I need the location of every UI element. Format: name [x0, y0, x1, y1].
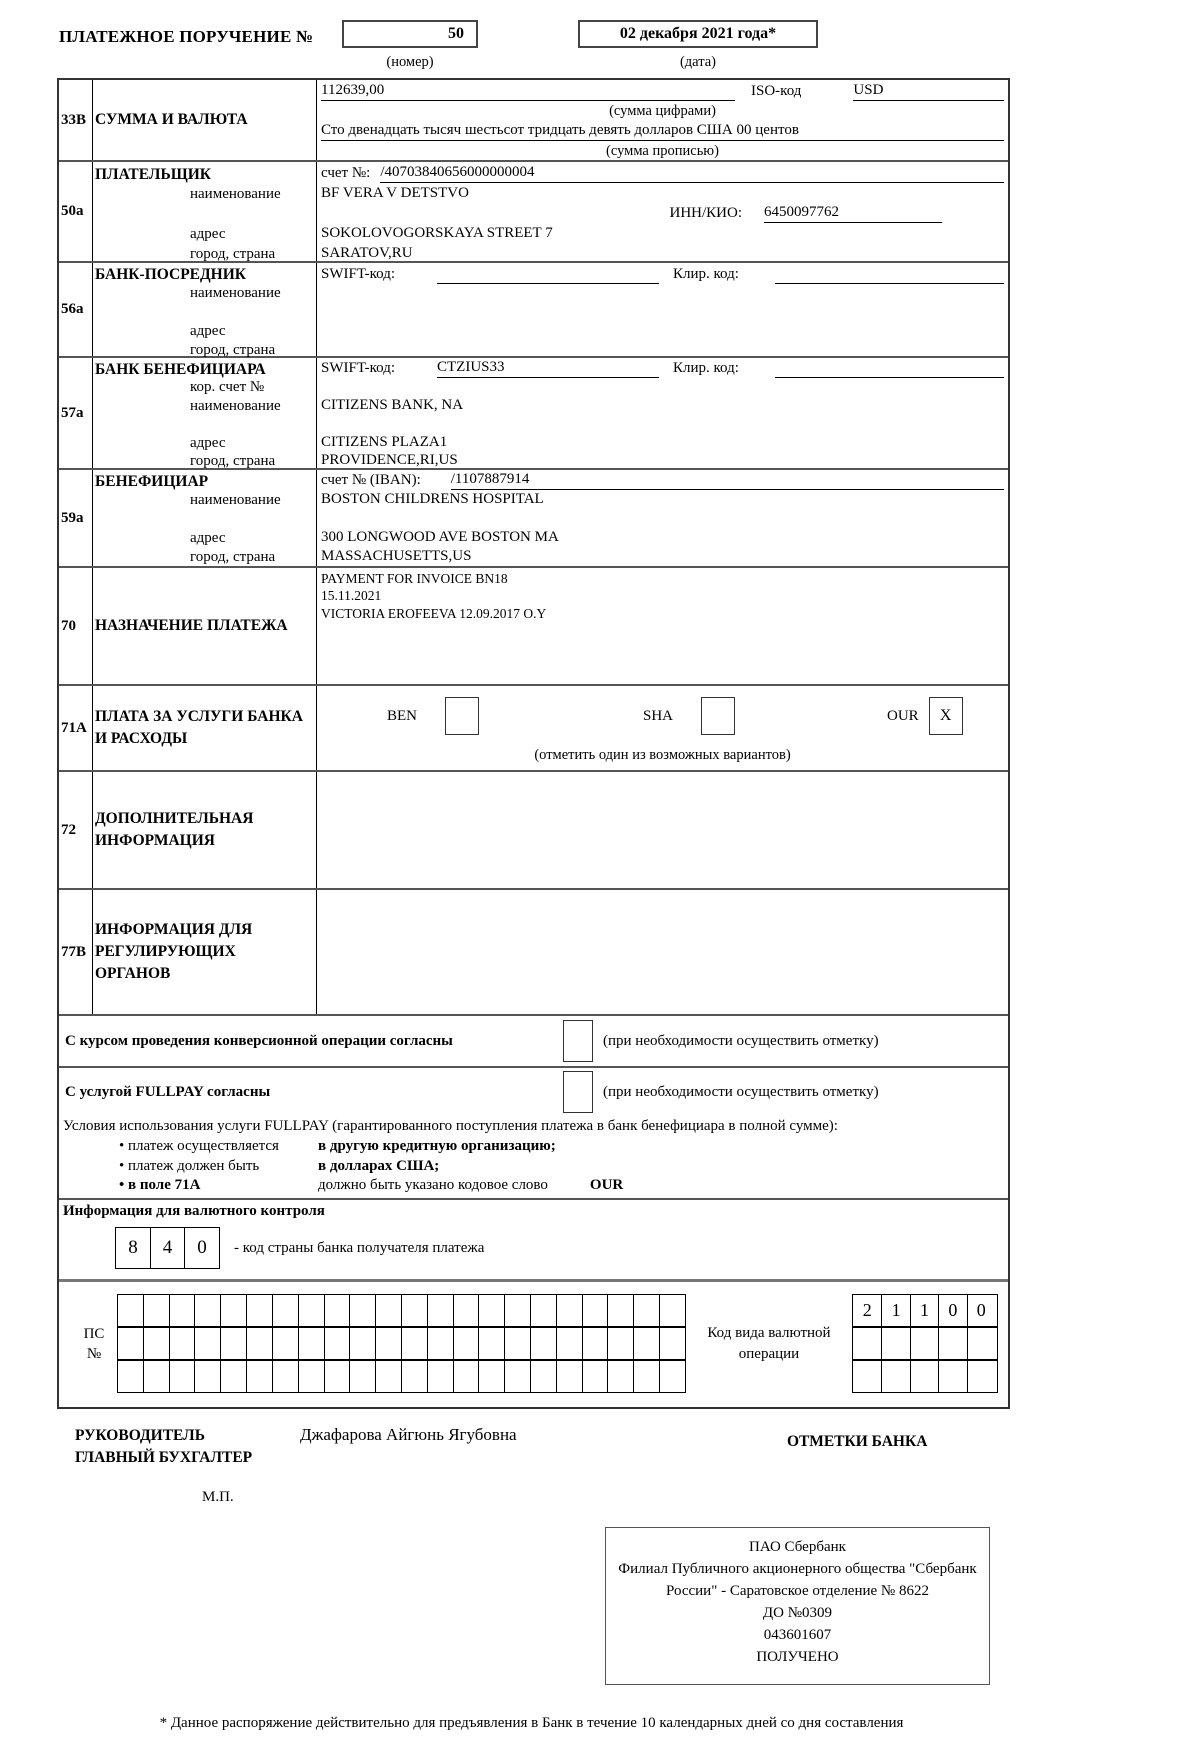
beneficiary-bank-label-col — [93, 358, 317, 468]
beneficiary-bank-swift-label: SWIFT-код: — [321, 359, 396, 376]
charges-caption: (отметить один из возможных вариантов) — [534, 747, 791, 763]
grid-cell[interactable] — [220, 1295, 246, 1326]
currency-control-title: Информация для валютного контроля — [63, 1203, 325, 1219]
grid-cell[interactable]: 1 — [910, 1295, 938, 1326]
grid-cell[interactable]: 0 — [938, 1295, 966, 1326]
grid-cell[interactable] — [194, 1328, 220, 1359]
row-payer — [59, 160, 1008, 261]
grid-cell[interactable]: 0 — [967, 1295, 995, 1326]
beneficiary-bank-address-value: CITIZENS PLAZA1 — [321, 433, 448, 450]
grid-cell[interactable] — [349, 1361, 375, 1392]
sha-checkbox[interactable] — [701, 697, 735, 735]
beneficiary-value-col — [317, 470, 1008, 566]
row-regulatory-info — [59, 888, 1008, 1014]
document-title: ПЛАТЕЖНОЕ ПОРУЧЕНИЕ № — [59, 27, 314, 46]
beneficiary-account-field[interactable]: /1107887914 — [451, 470, 1004, 490]
beneficiary-sub-address: адрес — [190, 530, 226, 546]
grid-cell[interactable] — [967, 1361, 995, 1392]
fullpay-term-right: в долларах США; — [318, 1157, 440, 1174]
intermediary-sub-city: город, страна — [190, 342, 276, 358]
field-code-70: 70 — [59, 568, 93, 684]
intermediary-swift-label: SWIFT-код: — [321, 266, 396, 282]
row-amount — [59, 80, 1008, 160]
stamp-line: Филиал Публичного акционерного общества "Сбербанк России" - Саратовское отделение № 8622 — [618, 1561, 977, 1599]
purpose-line: 15.11.2021 — [321, 588, 382, 603]
payer-label: ПЛАТЕЛЬЩИК — [95, 166, 212, 183]
fullpay-consent-checkbox[interactable] — [563, 1071, 593, 1113]
fullpay-consent-label: С услугой FULLPAY согласны — [65, 1083, 271, 1100]
grid-cell[interactable] — [938, 1328, 966, 1359]
grid-cell[interactable] — [246, 1295, 272, 1326]
row-fullpay — [59, 1066, 1008, 1198]
grid-cell[interactable] — [582, 1361, 608, 1392]
grid-row — [853, 1326, 997, 1359]
number-caption: (номер) — [386, 54, 434, 70]
fullpay-term-left: • платеж должен быть — [119, 1157, 260, 1174]
grid-cell[interactable] — [478, 1361, 504, 1392]
grid-cell[interactable] — [143, 1361, 169, 1392]
payer-value-col — [317, 162, 1008, 261]
field-code-57a: 57a — [59, 358, 93, 468]
grid-cell[interactable] — [220, 1361, 246, 1392]
charges-label: ПЛАТА ЗА УСЛУГИ БАНКА И РАСХОДЫ — [95, 708, 303, 747]
order-date-field[interactable]: 02 декабря 2021 года* — [578, 20, 818, 48]
amount-digits-caption: (сумма цифрами) — [609, 103, 716, 119]
grid-cell[interactable] — [118, 1328, 143, 1359]
signatory-name: Джафарова Айгюнь Ягубовна — [300, 1425, 517, 1444]
row-conversion-consent — [59, 1014, 1008, 1066]
payer-account-label: счет №: — [321, 165, 371, 181]
signature-block — [57, 1425, 1010, 1517]
fullpay-consent-note: (при необходимости осуществить отметку) — [603, 1083, 879, 1100]
grid-cell[interactable] — [349, 1295, 375, 1326]
country-code-row — [115, 1227, 1008, 1269]
field-code-77b: 77В — [59, 890, 93, 1014]
stamp-line: ДО №0309 — [762, 1605, 833, 1621]
beneficiary-sub-name: наименование — [190, 492, 281, 508]
regulatory-label: ИНФОРМАЦИЯ ДЛЯ РЕГУЛИРУЮЩИХ ОРГАНОВ — [95, 921, 253, 982]
fullpay-term-right: в другую кредитную организацию; — [318, 1138, 556, 1154]
intermediary-label: БАНК-ПОСРЕДНИК — [95, 266, 247, 283]
grid-cell[interactable] — [427, 1328, 453, 1359]
row-beneficiary — [59, 468, 1008, 566]
grid-cell[interactable] — [401, 1295, 427, 1326]
payer-inn-field[interactable]: 6450097762 — [764, 203, 942, 223]
grid-cell[interactable] — [375, 1361, 401, 1392]
grid-cell[interactable] — [607, 1328, 633, 1359]
amount-label: СУММА И ВАЛЮТА — [95, 111, 248, 128]
row-purpose — [59, 566, 1008, 684]
additional-value-col[interactable] — [317, 772, 1008, 888]
beneficiary-bank-sub-city: город, страна — [190, 453, 276, 469]
grid-cell[interactable] — [169, 1361, 195, 1392]
grid-cell[interactable] — [118, 1295, 143, 1326]
grid-cell[interactable] — [938, 1361, 966, 1392]
grid-cell[interactable] — [375, 1295, 401, 1326]
grid-cell[interactable] — [220, 1328, 246, 1359]
fullpay-terms — [59, 1116, 1008, 1202]
beneficiary-address-value: 300 LONGWOOD AVE BOSTON MA — [321, 529, 559, 545]
grid-cell[interactable] — [504, 1361, 530, 1392]
grid-cell[interactable] — [453, 1295, 479, 1326]
grid-cell[interactable] — [272, 1328, 298, 1359]
beneficiary-city-value: MASSACHUSETTS,US — [321, 548, 472, 564]
payer-sub-name: наименование — [190, 186, 281, 202]
grid-cell[interactable] — [556, 1328, 582, 1359]
vo-code-grid[interactable] — [852, 1294, 998, 1393]
our-checkbox[interactable]: X — [929, 697, 963, 735]
conversion-consent-note: (при необходимости осуществить отметку) — [603, 1032, 879, 1049]
stamp-place-label: М.П. — [202, 1489, 234, 1505]
bank-stamp-box — [605, 1527, 990, 1685]
payer-label-col — [93, 162, 317, 261]
option-sha-label: SHA — [643, 707, 674, 724]
grid-cell[interactable] — [478, 1295, 504, 1326]
ps-number-grid[interactable] — [117, 1294, 686, 1393]
grid-cell[interactable] — [582, 1295, 608, 1326]
grid-row — [118, 1359, 685, 1392]
document-header — [57, 18, 1010, 78]
grid-cell[interactable]: 1 — [881, 1295, 909, 1326]
bank-marks-label: ОТМЕТКИ БАНКА — [787, 1433, 928, 1450]
vo-code-label: Код вида валютной операции — [707, 1324, 831, 1362]
field-code-59a: 59a — [59, 470, 93, 566]
grid-cell[interactable] — [659, 1295, 685, 1326]
row-beneficiary-bank — [59, 356, 1008, 468]
grid-cell[interactable] — [582, 1328, 608, 1359]
grid-cell[interactable] — [607, 1295, 633, 1326]
field-code-33b: 33В — [59, 80, 93, 160]
beneficiary-label-col — [93, 470, 317, 566]
payer-inn-label: ИНН/КИО: — [669, 205, 742, 221]
amount-label-col — [93, 80, 317, 160]
payer-sub-address: адрес — [190, 226, 226, 242]
stamp-line: ПОЛУЧЕНО — [756, 1649, 839, 1665]
beneficiary-sub-city: город, страна — [190, 549, 276, 565]
currency-control-divider — [59, 1279, 1008, 1282]
additional-label: ДОПОЛНИТЕЛЬНАЯ ИНФОРМАЦИЯ — [95, 810, 254, 849]
beneficiary-bank-clear-field[interactable] — [775, 377, 1004, 378]
grid-cell[interactable] — [298, 1361, 324, 1392]
beneficiary-bank-sub-corr: кор. счет № — [190, 379, 265, 395]
purpose-value-col[interactable] — [317, 568, 1008, 684]
conversion-consent-checkbox[interactable] — [563, 1020, 593, 1062]
grid-cell[interactable] — [401, 1361, 427, 1392]
fullpay-term-right: должно быть указано кодовое слово — [318, 1177, 548, 1193]
director-label: РУКОВОДИТЕЛЬ — [75, 1427, 205, 1444]
stamp-line: ПАО Сбербанк — [749, 1539, 846, 1555]
grid-cell[interactable] — [530, 1328, 556, 1359]
field-code-71a: 71A — [59, 686, 93, 770]
amount-value-col — [317, 80, 1008, 160]
fullpay-terms-intro: Условия использования услуги FULLPAY (гарантированного поступления платежа в банк бенефициара в полной сумме): — [63, 1118, 838, 1134]
grid-cell[interactable] — [478, 1328, 504, 1359]
grid-cell[interactable] — [272, 1361, 298, 1392]
grid-cell[interactable] — [453, 1328, 479, 1359]
field-code-50a: 50a — [59, 162, 93, 261]
grid-cell[interactable] — [853, 1361, 881, 1392]
grid-cell[interactable] — [504, 1295, 530, 1326]
grid-cell[interactable] — [298, 1328, 324, 1359]
grid-cell[interactable] — [910, 1328, 938, 1359]
country-code-cell[interactable]: 8 — [115, 1227, 151, 1269]
payer-city-value: SARATOV,RU — [321, 245, 413, 261]
beneficiary-label: БЕНЕФИЦИАР — [95, 473, 209, 490]
grid-cell[interactable] — [881, 1328, 909, 1359]
payer-address-value: SOKOLOVOGORSKAYA STREET 7 — [321, 225, 553, 241]
grid-cell[interactable] — [881, 1361, 909, 1392]
grid-cell[interactable] — [401, 1328, 427, 1359]
grid-cell[interactable] — [530, 1295, 556, 1326]
amount-digits-field[interactable]: 112639,00 — [321, 81, 735, 101]
ben-checkbox[interactable] — [445, 697, 479, 735]
grid-cell[interactable] — [298, 1295, 324, 1326]
field-code-56a: 56a — [59, 263, 93, 356]
grid-cell[interactable] — [194, 1295, 220, 1326]
stamp-line: 043601607 — [763, 1627, 832, 1643]
option-our-label: OUR — [887, 707, 919, 724]
payer-sub-city: город, страна — [190, 246, 276, 262]
iso-code-field[interactable]: USD — [853, 81, 1004, 101]
grid-row — [853, 1295, 997, 1326]
grid-cell[interactable] — [967, 1328, 995, 1359]
conversion-consent-label: С курсом проведения конверсионной операции согласны — [65, 1032, 453, 1049]
grid-cell[interactable] — [910, 1361, 938, 1392]
purpose-label-col — [93, 568, 317, 684]
grid-cell[interactable] — [633, 1361, 659, 1392]
ps-number-label: ПС № — [83, 1325, 105, 1362]
grid-cell[interactable] — [659, 1361, 685, 1392]
country-code-caption: - код страны банка получателя платежа — [234, 1239, 485, 1256]
fullpay-term-code: OUR — [589, 1177, 624, 1193]
grid-cell[interactable] — [853, 1328, 881, 1359]
beneficiary-account-label: счет № (IBAN): — [321, 472, 421, 488]
regulatory-label-col — [93, 890, 317, 1014]
beneficiary-bank-sub-name: наименование — [190, 397, 281, 414]
order-number-field[interactable]: 50 — [342, 20, 478, 48]
intermediary-clear-field[interactable] — [775, 283, 1004, 284]
charges-value-col — [317, 686, 1008, 770]
grid-cell[interactable] — [427, 1361, 453, 1392]
option-ben-label: BEN — [387, 707, 417, 724]
row-intermediary-bank — [59, 261, 1008, 356]
date-caption: (дата) — [679, 54, 717, 70]
grid-cell[interactable] — [633, 1295, 659, 1326]
fullpay-term-left: • в поле 71А — [119, 1177, 201, 1193]
beneficiary-bank-label: БАНК БЕНЕФИЦИАРА — [95, 360, 266, 378]
purpose-line: VICTORIA EROFEEVA 12.09.2017 O.Y — [321, 605, 547, 621]
purpose-line: PAYMENT FOR INVOICE BN18 — [321, 570, 508, 586]
beneficiary-bank-swift-field[interactable]: CTZIUS33 — [437, 358, 659, 378]
grid-cell[interactable] — [607, 1361, 633, 1392]
grid-cell[interactable] — [246, 1328, 272, 1359]
grid-cell[interactable] — [194, 1361, 220, 1392]
payment-order-table — [57, 78, 1010, 1409]
beneficiary-bank-value-col — [317, 358, 1008, 468]
beneficiary-bank-sub-address: адрес — [190, 434, 226, 451]
beneficiary-bank-name-value: CITIZENS BANK, NA — [321, 396, 464, 413]
payer-account-field[interactable]: /40703840656000000004 — [380, 163, 1004, 183]
grid-cell[interactable] — [530, 1361, 556, 1392]
grid-cell[interactable] — [453, 1361, 479, 1392]
purpose-label: НАЗНАЧЕНИЕ ПЛАТЕЖА — [95, 617, 288, 634]
grid-cell[interactable] — [349, 1328, 375, 1359]
grid-cell[interactable] — [272, 1295, 298, 1326]
additional-label-col — [93, 772, 317, 888]
row-currency-control — [59, 1198, 1008, 1407]
row-charges — [59, 684, 1008, 770]
iso-code-label: ISO-код — [751, 83, 802, 99]
grid-cell[interactable] — [143, 1328, 169, 1359]
currency-control-grids — [71, 1294, 998, 1393]
grid-cell[interactable] — [246, 1361, 272, 1392]
charges-label-col — [93, 686, 317, 770]
intermediary-swift-field[interactable] — [437, 283, 659, 284]
grid-row — [118, 1295, 685, 1326]
beneficiary-bank-city-value: PROVIDENCE,RI,US — [321, 452, 458, 468]
beneficiary-name-value: BOSTON CHILDRENS HOSPITAL — [321, 491, 544, 507]
amount-words-caption: (сумма прописью) — [606, 143, 719, 159]
intermediary-value-col — [317, 263, 1008, 356]
field-code-72: 72 — [59, 772, 93, 888]
grid-cell[interactable]: 2 — [862, 1300, 872, 1320]
validity-footnote: * Данное распоряжение действительно для предъявления в Банк в течение 10 календарных дней со дня составления — [159, 1715, 904, 1731]
intermediary-clear-label: Клир. код: — [673, 266, 739, 282]
grid-cell[interactable] — [633, 1328, 659, 1359]
amount-words-field[interactable]: Сто двенадцать тысяч шестьсот тридцать девять долларов США 00 центов — [321, 121, 1004, 141]
regulatory-value-col[interactable] — [317, 890, 1008, 1014]
row-additional-info — [59, 770, 1008, 888]
grid-cell[interactable] — [504, 1328, 530, 1359]
grid-cell[interactable] — [375, 1328, 401, 1359]
intermediary-sub-address: адрес — [190, 323, 226, 339]
grid-cell[interactable] — [143, 1295, 169, 1326]
grid-cell[interactable] — [324, 1361, 350, 1392]
chief-accountant-label: ГЛАВНЫЙ БУХГАЛТЕР — [75, 1449, 253, 1466]
grid-cell[interactable] — [169, 1295, 195, 1326]
beneficiary-bank-clear-label: Клир. код: — [673, 359, 739, 376]
country-code-cell[interactable]: 0 — [184, 1227, 220, 1269]
grid-cell[interactable] — [659, 1328, 685, 1359]
grid-row — [853, 1359, 997, 1392]
fullpay-term-left: • платеж осуществляется — [119, 1138, 279, 1154]
grid-row — [118, 1326, 685, 1359]
grid-cell[interactable] — [556, 1295, 582, 1326]
grid-cell[interactable] — [427, 1295, 453, 1326]
grid-cell[interactable] — [556, 1361, 582, 1392]
intermediary-sub-name: наименование — [190, 285, 281, 301]
payer-name-value: BF VERA V DETSTVO — [321, 185, 469, 201]
intermediary-label-col — [93, 263, 317, 356]
grid-cell[interactable] — [324, 1295, 350, 1326]
grid-cell[interactable] — [324, 1328, 350, 1359]
grid-cell[interactable] — [118, 1361, 143, 1392]
grid-cell[interactable] — [169, 1328, 195, 1359]
country-code-cell[interactable]: 4 — [150, 1227, 186, 1269]
